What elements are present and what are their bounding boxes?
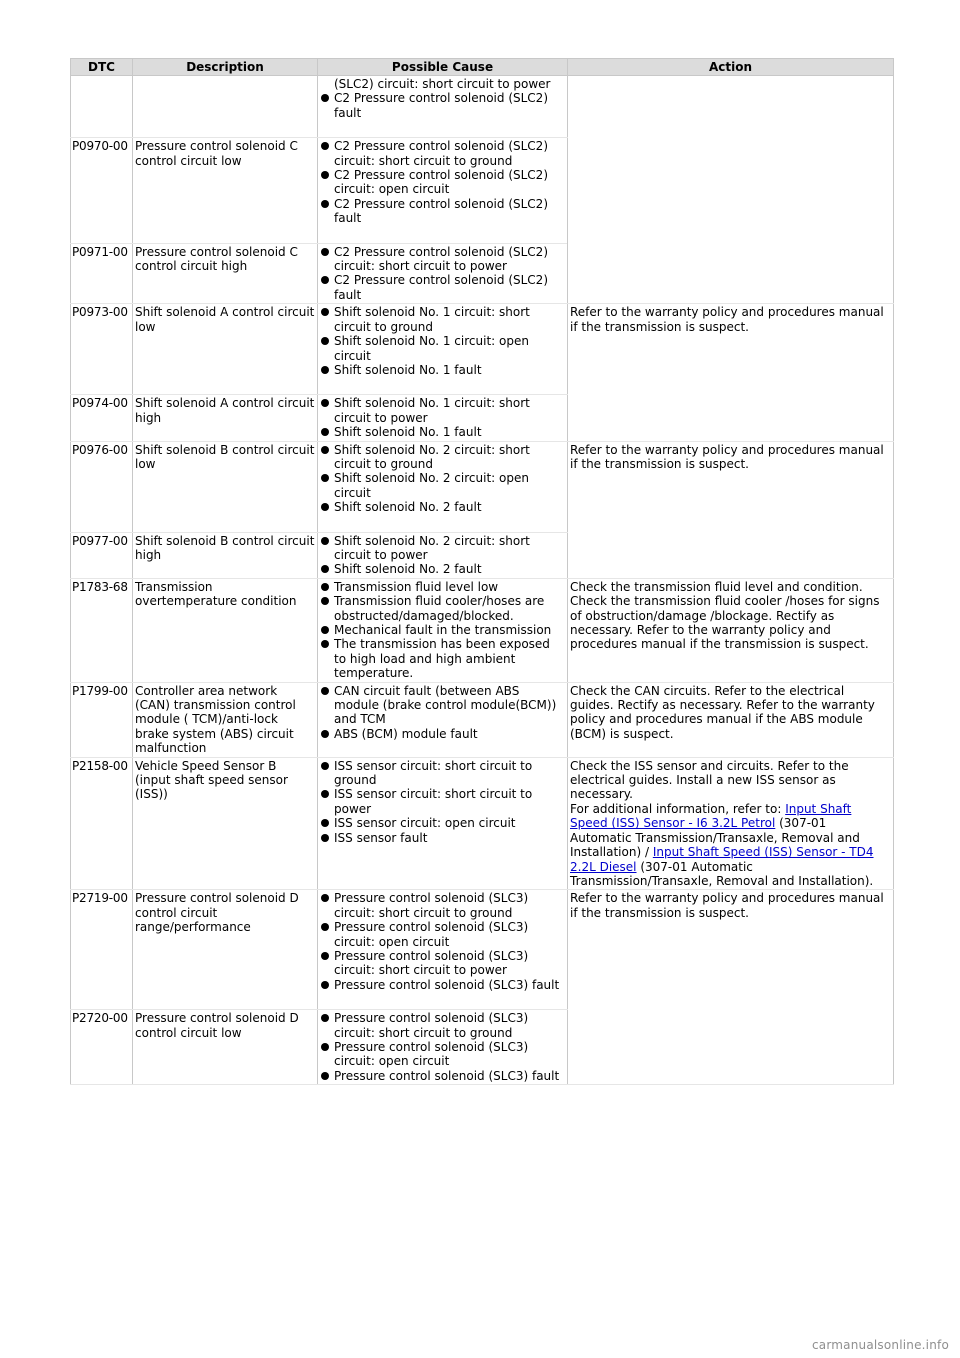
cause-item: Pressure control solenoid (SLC3) circuit: short circuit to power [320, 949, 565, 978]
action-cell: Check the transmission fluid level and condition. Check the transmission fluid cooler /hoses for signs of obstruction/damage /blockage. Rectify as necessary. Refer to the warranty policy and procedures manual if the transmission is suspect. [568, 578, 894, 682]
action-cell [568, 76, 894, 304]
action-cell: Refer to the warranty policy and procedures manual if the transmission is suspect. [568, 304, 894, 441]
action-cell: Refer to the warranty policy and procedures manual if the transmission is suspect. [568, 441, 894, 578]
header-possible-cause: Possible Cause [318, 59, 568, 76]
dtc-code: P0976-00 [71, 441, 133, 532]
cause-item: CAN circuit fault (between ABS module (brake control module(BCM)) and TCM [320, 684, 565, 727]
cause-item: ABS (BCM) module fault [320, 727, 565, 741]
possible-causes [318, 138, 568, 243]
dtc-code: P1783-68 [71, 578, 133, 682]
dtc-description: Pressure control solenoid D control circuit range/performance [133, 890, 318, 1010]
possible-causes [318, 243, 568, 304]
cause-item: The transmission has been exposed to high load and high ambient temperature. [320, 637, 565, 680]
dtc-description: Controller area network (CAN) transmission control module ( TCM)/anti-lock brake system (ABS) circuit malfunction [133, 682, 318, 757]
dtc-description: Shift solenoid B control circuit high [133, 532, 318, 578]
dtc-description: Shift solenoid A control circuit low [133, 304, 318, 395]
dtc-code: P2720-00 [71, 1010, 133, 1085]
cause-item: ISS sensor circuit: short circuit to ground [320, 759, 565, 788]
dtc-code: P1799-00 [71, 682, 133, 757]
action-reference [570, 802, 891, 888]
cause-item: Shift solenoid No. 1 circuit: short circuit to power [320, 396, 565, 425]
dtc-description: Shift solenoid A control circuit high [133, 395, 318, 441]
cause-item: Pressure control solenoid (SLC3) circuit: open circuit [320, 920, 565, 949]
reference-text: (307-01 Automatic Transmission/Transaxle, Removal and Installation) / [570, 816, 860, 860]
cause-item: ISS sensor fault [320, 831, 565, 845]
dtc-description: Shift solenoid B control circuit low [133, 441, 318, 532]
cause-item: Transmission fluid level low [320, 580, 565, 594]
cause-item: Shift solenoid No. 2 fault [320, 562, 565, 576]
cause-item: Shift solenoid No. 2 circuit: short circuit to power [320, 534, 565, 563]
table-row [71, 757, 894, 890]
cause-item: Pressure control solenoid (SLC3) fault [320, 978, 565, 992]
table-header-row [71, 59, 894, 76]
cause-item: C2 Pressure control solenoid (SLC2) fault [320, 197, 565, 226]
dtc-code: P0974-00 [71, 395, 133, 441]
table-row [71, 890, 894, 1010]
cause-item: Pressure control solenoid (SLC3) circuit: short circuit to ground [320, 891, 565, 920]
dtc-code: P2719-00 [71, 890, 133, 1010]
cause-item: Pressure control solenoid (SLC3) circuit: short circuit to ground [320, 1011, 565, 1040]
iss-sensor-petrol-link[interactable]: Input Shaft Speed (ISS) Sensor - I6 3.2L Petrol [570, 801, 852, 831]
dtc-description: Pressure control solenoid C control circuit low [133, 138, 318, 243]
cause-item: C2 Pressure control solenoid (SLC2) circuit: short circuit to power [320, 245, 565, 274]
site-watermark: carmanualsonline.info [812, 1338, 949, 1352]
possible-causes [318, 532, 568, 578]
cause-item: Shift solenoid No. 1 circuit: open circuit [320, 334, 565, 363]
cause-item: ISS sensor circuit: short circuit to power [320, 787, 565, 816]
cause-item: C2 Pressure control solenoid (SLC2) circuit: open circuit [320, 168, 565, 197]
cause-item: C2 Pressure control solenoid (SLC2) fault [320, 273, 565, 302]
cause-item: Shift solenoid No. 2 circuit: open circuit [320, 471, 565, 500]
action-cell: Check the CAN circuits. Refer to the electrical guides. Rectify as necessary. Refer to the warranty policy and procedures manual if the ABS module (BCM) is suspect. [568, 682, 894, 757]
dtc-code: P0971-00 [71, 243, 133, 304]
cause-item: ISS sensor circuit: open circuit [320, 816, 565, 830]
header-description: Description [133, 59, 318, 76]
action-text: Check the ISS sensor and circuits. Refer to the electrical guides. Install a new ISS sensor as necessary. [570, 758, 849, 802]
cause-item: C2 Pressure control solenoid (SLC2) circuit: short circuit to ground [320, 139, 565, 168]
dtc-code: P0970-00 [71, 138, 133, 243]
cause-item: Transmission fluid cooler/hoses are obstructed/damaged/blocked. [320, 594, 565, 623]
dtc-description [133, 76, 318, 138]
dtc-description: Vehicle Speed Sensor B (input shaft speed sensor (ISS)) [133, 757, 318, 890]
dtc-code: P0977-00 [71, 532, 133, 578]
dtc-code [71, 76, 133, 138]
action-cell [568, 757, 894, 890]
dtc-table [70, 58, 894, 1085]
table-row [71, 304, 894, 395]
cause-item: Shift solenoid No. 1 fault [320, 363, 565, 377]
possible-causes [318, 757, 568, 890]
cause-item: Pressure control solenoid (SLC3) fault [320, 1069, 565, 1083]
cause-item: Mechanical fault in the transmission [320, 623, 565, 637]
possible-causes [318, 441, 568, 532]
table-row [71, 682, 894, 757]
header-action: Action [568, 59, 894, 76]
cause-item: C2 Pressure control solenoid (SLC2) fault [320, 91, 565, 120]
possible-causes [318, 395, 568, 441]
reference-text: (307-01 Automatic Transmission/Transaxle, Removal and Installation). [570, 859, 874, 888]
cause-item: Shift solenoid No. 2 fault [320, 500, 565, 514]
reference-intro: For additional information, refer to: [570, 801, 786, 816]
header-dtc: DTC [71, 59, 133, 76]
possible-causes [318, 578, 568, 682]
table-row [71, 76, 894, 138]
dtc-code: P0973-00 [71, 304, 133, 395]
table-row [71, 441, 894, 532]
possible-causes [318, 304, 568, 395]
table-row [71, 578, 894, 682]
action-cell: Refer to the warranty policy and procedures manual if the transmission is suspect. [568, 890, 894, 1085]
dtc-description: Pressure control solenoid C control circuit high [133, 243, 318, 304]
possible-causes [318, 682, 568, 757]
dtc-description: Pressure control solenoid D control circuit low [133, 1010, 318, 1085]
possible-causes [318, 76, 568, 138]
cause-item: Shift solenoid No. 2 circuit: short circuit to ground [320, 443, 565, 472]
possible-causes [318, 890, 568, 1010]
dtc-description: Transmission overtemperature condition [133, 578, 318, 682]
dtc-code: P2158-00 [71, 757, 133, 890]
iss-sensor-diesel-link[interactable]: Input Shaft Speed (ISS) Sensor - TD4 2.2L Diesel [570, 845, 874, 874]
cause-item: Shift solenoid No. 1 circuit: short circuit to ground [320, 305, 565, 334]
cause-item: Shift solenoid No. 1 fault [320, 425, 565, 439]
possible-causes [318, 1010, 568, 1085]
cause-continuation: (SLC2) circuit: short circuit to power [334, 77, 551, 91]
cause-item: Pressure control solenoid (SLC3) circuit: open circuit [320, 1040, 565, 1069]
